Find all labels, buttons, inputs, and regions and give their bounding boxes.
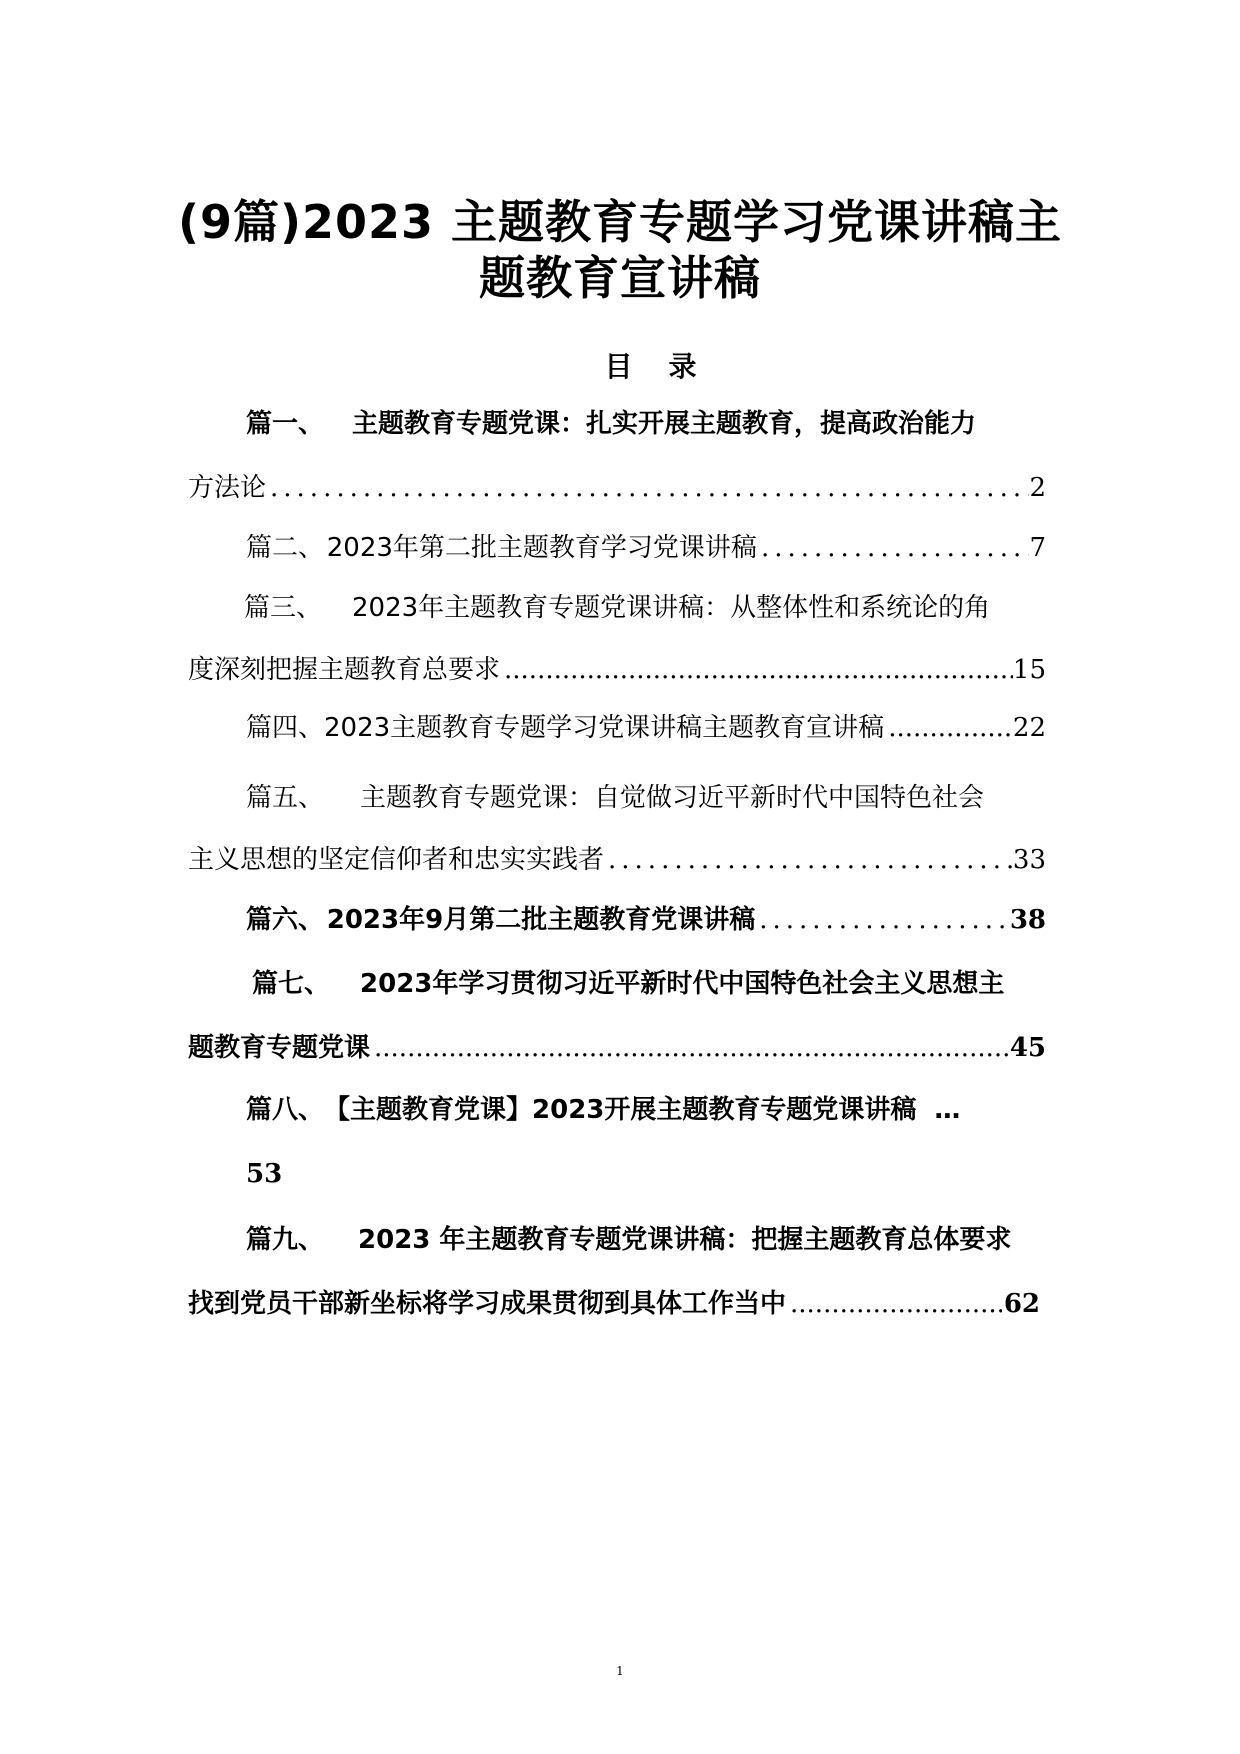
toc-leader-dots	[604, 842, 1013, 878]
toc-entry-label: 篇五、	[246, 783, 325, 813]
toc-page-number: 38	[1009, 905, 1046, 935]
toc-entry-8-page[interactable]	[246, 1156, 446, 1192]
toc-entry-title: 2023年9月第二批主题教育党课讲稿	[326, 905, 756, 935]
toc-page-number: 15	[1012, 655, 1046, 685]
toc-entry-1-line1[interactable]	[246, 406, 1076, 442]
toc-page-number: 53	[246, 1159, 283, 1189]
toc-leader-dots	[500, 652, 1013, 688]
toc-entry-6[interactable]	[246, 902, 1046, 938]
page-number: 1	[616, 1664, 624, 1678]
toc-leader-dots	[884, 710, 1013, 746]
toc-entry-title: 【主题教育党课】2023开展主题教育专题党课讲稿	[324, 1095, 917, 1125]
toc-entry-label: 篇九、	[246, 1225, 325, 1255]
toc-entry-title: 2023年主题教育专题党课讲稿：从整体性和系统论的角	[352, 593, 991, 623]
toc-entry-title-continued: 方法论	[188, 473, 267, 503]
toc-entry-2[interactable]	[246, 530, 1046, 566]
toc-entry-label: 篇六、	[246, 905, 325, 935]
toc-leader-dots	[266, 470, 1029, 506]
toc-entry-7-line1[interactable]	[252, 966, 1076, 1002]
toc-entry-title: 2023主题教育专题学习党课讲稿主题教育宣讲稿	[324, 713, 885, 743]
toc-entry-8[interactable]	[246, 1092, 1046, 1128]
toc-leader-dots	[370, 1030, 1010, 1066]
toc-entry-label: 篇一、	[246, 409, 325, 439]
toc-entry-7-line2[interactable]	[188, 1030, 1046, 1066]
toc-entry-title-continued: 主义思想的坚定信仰者和忠实实践者	[188, 845, 605, 875]
toc-entry-title: 2023年第二批主题教育学习党课讲稿	[326, 533, 757, 563]
toc-leader-dots	[755, 902, 1010, 938]
toc-entry-9-line1[interactable]	[246, 1222, 1076, 1258]
document-title-continued: 题教育宣讲稿	[479, 251, 761, 305]
toc-entry-1-line2[interactable]	[188, 470, 1046, 506]
toc-entry-5-line1[interactable]	[246, 780, 1076, 816]
toc-entry-label: 篇八、	[246, 1095, 325, 1125]
toc-entry-label: 篇四、	[246, 713, 325, 743]
toc-entry-title-continued: 度深刻把握主题教育总要求	[188, 655, 501, 685]
toc-entry-5-line2[interactable]	[188, 842, 1046, 878]
toc-heading: 目 录	[604, 350, 701, 383]
toc-entry-label: 篇二、	[246, 533, 325, 563]
toc-entry-title: 主题教育专题党课：自觉做习近平新时代中国特色社会	[360, 783, 985, 813]
toc-page-number: 22	[1012, 713, 1046, 743]
toc-entry-title-continued: 题教育专题党课	[188, 1033, 371, 1063]
toc-entry-3-line2[interactable]	[188, 652, 1046, 688]
toc-leader-dots	[786, 1286, 1002, 1322]
toc-entry-title: 2023年学习贯彻习近平新时代中国特色社会主义思想主	[360, 969, 1005, 999]
toc-page-number: 45	[1009, 1033, 1046, 1063]
toc-page-number: 62	[1003, 1289, 1040, 1319]
toc-entry-3-line1[interactable]	[244, 590, 1074, 626]
document-title: (9篇)2023 主题教育专题学习党课讲稿主	[177, 195, 1063, 249]
toc-page-number: 7	[1029, 533, 1046, 563]
toc-entry-title: 主题教育专题党课：扎实开展主题教育，提高政治能力	[352, 409, 977, 439]
toc-entry-title-continued: 找到党员干部新坐标将学习成果贯彻到具体工作当中	[188, 1289, 787, 1319]
toc-entry-9-line2[interactable]	[188, 1286, 1040, 1322]
toc-leader-dots	[757, 530, 1030, 566]
toc-page-number: 2	[1029, 473, 1046, 503]
toc-entry-title: 2023 年主题教育专题党课讲稿：把握主题教育总体要求	[358, 1225, 1012, 1255]
toc-entry-label: 篇三、	[244, 593, 323, 623]
toc-entry-ellipsis: …	[934, 1095, 961, 1125]
toc-entry-label: 篇七、	[252, 969, 331, 999]
toc-entry-4[interactable]	[246, 710, 1046, 746]
toc-page-number: 33	[1012, 845, 1046, 875]
